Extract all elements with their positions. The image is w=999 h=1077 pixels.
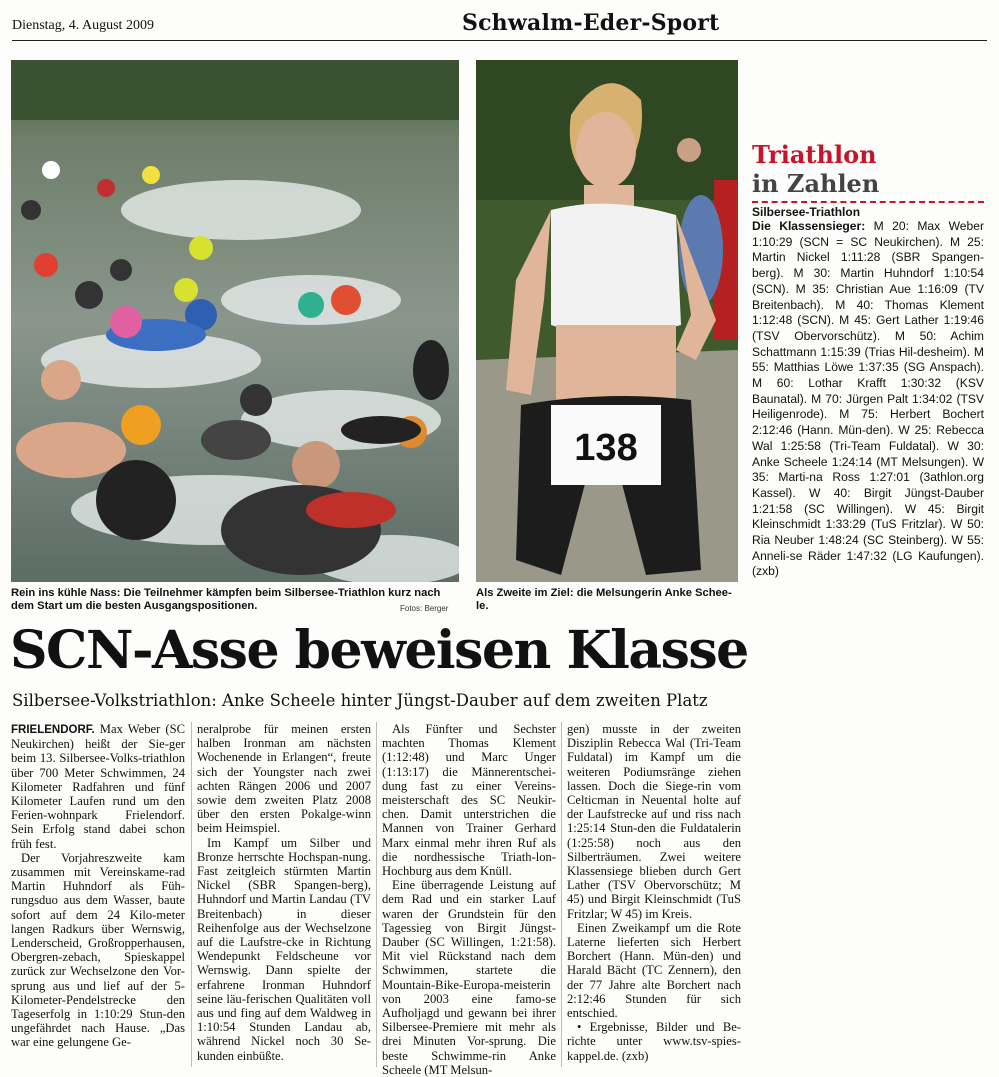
paragraph: • Ergebnisse, Bilder und Be-richte unter www.tsv-spies-kappel.de. (zxb)	[567, 1020, 741, 1063]
results-infobox	[752, 140, 984, 580]
column-divider	[376, 722, 377, 1067]
paragraph: Max Weber (SC Neukirchen) heißt der Sie-ger beim 13. Silbersee-Volks-triathlon über 700 Meter Schwimmen, 24 Kilometer Radfahren und fünf Kilometer Laufen rund um den Ferien-wohnpark Frielendorf. Sein Erfolg stand dabei schon früh fest.	[11, 722, 185, 851]
infobox-divider	[752, 201, 984, 203]
column-divider	[191, 722, 192, 1067]
article-column-3	[382, 722, 556, 1077]
paragraph: neralprobe für meinen ersten halben Ironman am nächsten Wochenende in Erlangen“, freute sich der Youngster nach zwei achten Rängen 2006 und 2007 sowie dem zweiten Platz 2008 über den ersten Pokalge-winn beim Heimspiel.	[197, 722, 371, 836]
swimmers-caption: Rein ins kühle Nass: Die Teilnehmer kämpfen beim Silbersee-Triathlon kurz nach dem Start um die besten Ausgangspositionen.	[11, 587, 441, 612]
infobox-lead: Die Klassensieger:	[752, 219, 866, 233]
article-column-1	[11, 722, 185, 1050]
paragraph: Als Fünfter und Sechster machten Thomas Klement (1:12:48) und Marc Unger (1:13:17) die Männerentschei-dung fast zu einer Vereins-meisterschaft des SC Neukir-chen. Damit unterstrichen die Mannen von Trainer Gerhard Marx einmal mehr ihren Ruf als die nordhessische Triath-lon-Hochburg aus dem Knüll.	[382, 722, 556, 879]
article-column-4	[567, 722, 741, 1063]
photo-credit: Fotos: Berger	[400, 604, 449, 613]
headline: SCN-Asse beweisen Klasse	[10, 620, 748, 681]
section-title: Schwalm-Eder-Sport	[462, 10, 720, 36]
dateline: FRIELENDORF.	[11, 724, 95, 736]
paragraph: gen) musste in der zweiten Disziplin Rebecca Wal (Tri-Team Fuldatal) im Kampf um die weiteren Podiumsränge ziehen lassen. Doch die Siege-rin vom Celticman in Neuental holte auf der Laufstrecke auf und riss nach 1:25:14 Stun-den die Fuldatalerin (1:25:58) noch aus den Silberträumen. Zwei weitere Klassensiege blieben durch Gert Lather (TSV Obervorschütz; M 45) und Birgit Kleinschmidt (TuS Fritzlar; W 45) im Kreis.	[567, 722, 741, 921]
infobox-title-line2: in Zahlen	[752, 169, 880, 198]
bib-number: 138	[574, 427, 638, 469]
paragraph: Einen Zweikampf um die Rote Laterne lieferten sich Herbert Borchert (Hann. Mün-den) und Harald Bächt (TC Zennern), den der 77 Jahre alte Borchert nach 2:12:46 Stunden für sich entschied.	[567, 920, 741, 1021]
issue-date: Dienstag, 4. August 2009	[12, 18, 154, 33]
column-divider	[561, 722, 562, 1067]
subheadline: Silbersee-Volkstriathlon: Anke Scheele hinter Jüngst-Dauber auf dem zweiten Platz	[12, 691, 708, 710]
paragraph: Im Kampf um Silber und Bronze herrschte Hochspan-nung. Fast zeitgleich stürmten Martin Nickel (SBR Spangen-berg), Huhndorf und Martin Landau (TV Breitenbach) in dieser Reihenfolge aus der Wechselzone auf die Laufstre-cke in Richtung Wendepunkt Feldscheune vor Wernswig. Dann spielte der erfahrene Ironman Huhndorf seine läu-ferischen Qualitäten voll aus und fing auf dem Waldweg in 1:10:54 Stunden Landau ab, während Nickel noch 30 Se-kunden einbüßte.	[197, 835, 371, 1063]
runner-photo	[476, 60, 738, 582]
runner-caption: Als Zweite im Ziel: die Melsungerin Anke Schee-le.	[476, 587, 732, 612]
infobox-results-text: M 20: Max Weber 1:10:29 (SCN = SC Neukirchen). M 25: Martin Nickel 1:11:28 (SBR Spangen-berg). M 30: Martin Huhndorf 1:10:54 (SCN). M 35: Christian Aue 1:16:09 (TV Breitenbach). M 40: Thomas Klement 1:12:48 (SCN). M 45: Gert Lather 1:19:46 (TSV Obervorschütz). M 50: Achim Schattmann 1:15:39 (Trias Hil-desheim). M 55: Matthias Löwe 1:37:35 (SG Anspach). M 60: Lothar Krafft 1:30:32 (KSV Baunatal). M 70: Jürgen Palt 1:34:02 (TSV Heiligenrode). M 75: Herbert Bochert 2:12:46 (Hann. Mün-den). W 25: Rebecca Wal 1:25:58 (Tri-Team Fuldatal). W 30: Anke Scheele 1:24:14 (MT Melsungen). W 35: Marti-na Ross 1:27:01 (3athlon.org Kassel). W 40: Birgit Jüngst-Dauber 1:21:58 (SC Willingen). W 45: Birgit Kleinschmidt 1:33:29 (TuS Fritzlar). W 50: Ria Neuber 1:48:24 (SC Steinberg). W 55: Anneli-se Räder 1:47:32 (LG Kaufungen). (zxb)	[752, 219, 984, 579]
infobox-title: Triathlon	[752, 140, 877, 169]
infobox-results	[752, 219, 984, 580]
article-column-2	[197, 722, 371, 1063]
paragraph: Eine überragende Leistung auf dem Rad und ein starker Lauf waren der Grundstein für den Tagessieg von Birgit Jüngst-Dauber (SC Willingen, 1:21:58). Mit viel Rückstand nach dem Schwimmen, startete die Mountain-Bike-Europa-meisterin von 2003 eine famo-se Aufholjagd und gewann bei ihrer Silbersee-Premiere mit mehr als drei Minuten Vor-sprung. Die beste Schwimme-rin Anke Scheele (MT Melsun-	[382, 878, 556, 1077]
swimmers-photo	[11, 60, 459, 582]
infobox-subtitle: Silbersee-Triathlon	[752, 205, 861, 219]
page-header	[12, 8, 987, 41]
paragraph: Der Vorjahreszweite kam zusammen mit Vereinskame-rad Martin Huhndorf als Füh-rungsduo aus dem Wasser, baute sofort auf dem 24 Kilo-meter langen Radkurs über Wernswig, Lenderscheid, Großropperhausen, Obergren-zebach, Spieskappel zurück zur Wechselzone den Vor-sprung aus und lief auf der 5-Kilometer-Pendelstrecke den Tageserfolg in 1:10:29 Stun-den ungefährdet nach Hause. „Das war eine gelungene Ge-	[11, 850, 185, 1050]
